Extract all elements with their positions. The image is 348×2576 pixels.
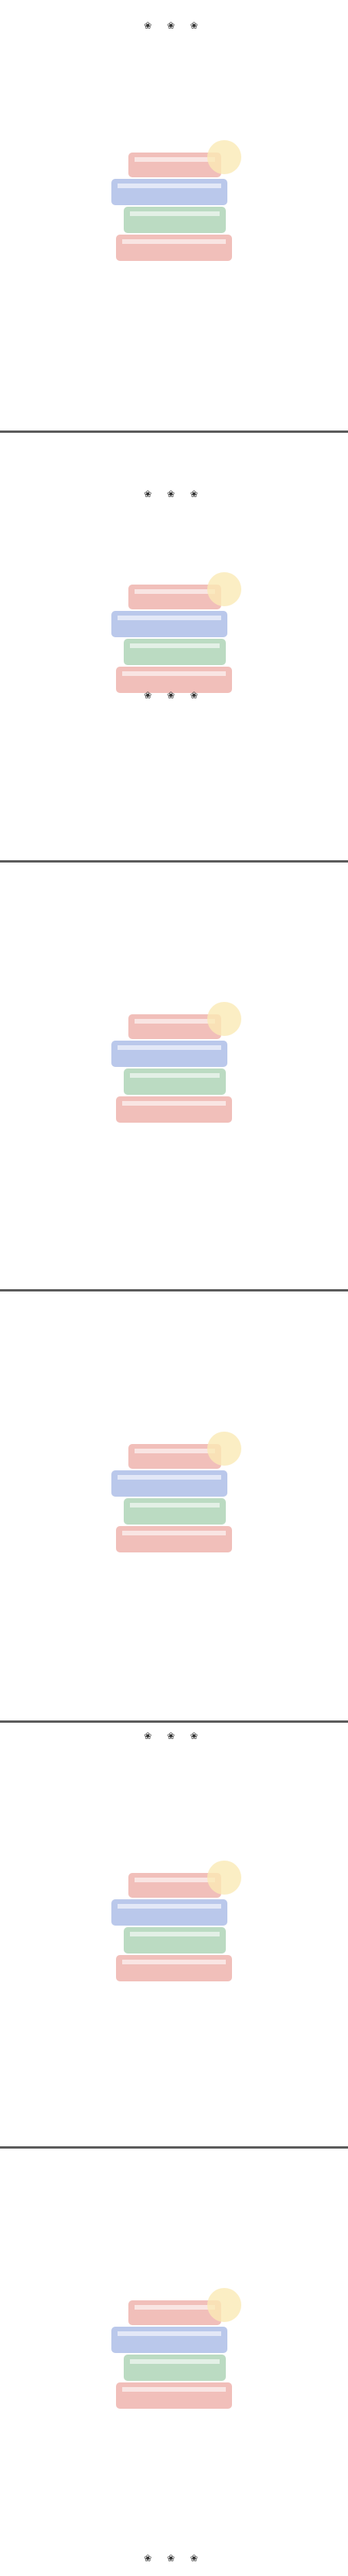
text-line <box>5 410 343 421</box>
text-line <box>5 781 343 792</box>
text-line <box>5 1106 343 1117</box>
text-line <box>5 1671 343 1682</box>
text-line <box>5 1410 343 1421</box>
scan-page-6 <box>0 2149 348 2576</box>
text-line <box>5 1023 343 1034</box>
text-line <box>5 887 343 897</box>
text-line <box>5 2288 343 2299</box>
text-line <box>5 1137 343 1148</box>
text-line <box>5 1619 343 1630</box>
text-line <box>5 928 343 939</box>
text-line <box>5 1462 343 1473</box>
text-line <box>5 1452 343 1463</box>
text-column <box>5 866 343 1284</box>
text-line <box>5 760 343 771</box>
text-line <box>5 1566 343 1577</box>
text-line <box>5 1054 343 1065</box>
text-line <box>5 1758 343 1768</box>
text-line <box>5 243 343 254</box>
text-line <box>5 2340 343 2351</box>
text-line <box>5 2235 343 2246</box>
text-line <box>5 295 343 306</box>
text-line <box>5 1535 343 1546</box>
text-line <box>5 2267 343 2278</box>
text-line <box>5 1514 343 1525</box>
text-line <box>5 1274 343 1285</box>
text-column <box>5 1726 343 2144</box>
text-line <box>5 1556 343 1567</box>
text-line <box>5 436 343 447</box>
text-line <box>5 2528 343 2539</box>
text-line <box>5 1862 343 1873</box>
text-line <box>5 369 343 379</box>
text-line <box>5 139 343 149</box>
text-line <box>5 159 343 170</box>
text-line <box>5 1242 343 1253</box>
text-line <box>5 86 343 97</box>
text-line <box>5 1086 343 1096</box>
text-line <box>5 2008 343 2019</box>
page-separator <box>0 2146 348 2149</box>
text-line <box>5 1640 343 1651</box>
text-line <box>5 645 343 656</box>
text-line <box>5 1820 343 1831</box>
text-line <box>5 582 343 593</box>
text-line <box>5 76 343 87</box>
text-line <box>5 1389 343 1400</box>
text-line <box>5 593 343 604</box>
text-line <box>5 2382 343 2392</box>
page-separator <box>0 860 348 863</box>
text-line <box>5 960 343 971</box>
text-line <box>5 457 343 468</box>
text-line <box>5 770 343 781</box>
text-line <box>5 2476 343 2487</box>
text-line <box>5 739 343 750</box>
text-line <box>5 478 343 489</box>
text-line <box>5 2330 343 2341</box>
text-line <box>5 2246 343 2257</box>
text-line <box>5 844 343 855</box>
text-line <box>5 1441 343 1452</box>
text-line <box>5 719 343 729</box>
text-line <box>5 614 343 625</box>
text-line <box>5 520 343 530</box>
section-ornament: ❀ ❀ ❀ <box>144 20 204 31</box>
text-line <box>5 812 343 823</box>
text-line <box>5 1179 343 1190</box>
text-line <box>5 2309 343 2320</box>
text-line <box>5 823 343 834</box>
text-line <box>5 991 343 1002</box>
text-line <box>5 1431 343 1442</box>
text-line <box>5 316 343 327</box>
text-line <box>5 1169 343 1180</box>
text-line <box>5 149 343 159</box>
text-line <box>5 802 343 813</box>
text-line <box>5 337 343 348</box>
text-line <box>5 918 343 929</box>
text-line <box>5 791 343 802</box>
text-line <box>5 34 343 45</box>
text-line <box>5 2403 343 2413</box>
text-line <box>5 128 343 139</box>
text-line <box>5 379 343 389</box>
text-line <box>5 1598 343 1609</box>
text-line <box>5 2081 343 2092</box>
text-line <box>5 1799 343 1810</box>
text-line <box>5 2319 343 2330</box>
text-line <box>5 1420 343 1431</box>
section-ornament: ❀ ❀ ❀ <box>144 2553 204 2564</box>
text-line <box>5 2050 343 2061</box>
text-line <box>5 468 343 478</box>
text-line <box>5 285 343 296</box>
text-line <box>5 1347 343 1358</box>
section-ornament: ❀ ❀ ❀ <box>144 489 204 499</box>
text-line <box>5 1232 343 1243</box>
text-line <box>5 1545 343 1556</box>
text-line <box>5 1211 343 1222</box>
text-line <box>5 2497 343 2508</box>
text-line <box>5 2455 343 2466</box>
text-line <box>5 211 343 222</box>
scan-page-4 <box>0 1292 348 1721</box>
text-line <box>5 1956 343 1967</box>
text-line <box>5 1473 343 1484</box>
text-line <box>5 1841 343 1852</box>
text-line <box>5 2019 343 2029</box>
text-line <box>5 1747 343 1758</box>
text-column <box>5 2152 343 2570</box>
text-line <box>5 1033 343 1044</box>
text-line <box>5 2123 343 2134</box>
text-line <box>5 572 343 583</box>
text-line <box>5 118 343 129</box>
text-line <box>5 1925 343 1936</box>
text-line <box>5 708 343 719</box>
text-line <box>5 1851 343 1862</box>
text-line <box>5 2194 343 2204</box>
text-line <box>5 1935 343 1946</box>
text-line <box>5 2 343 13</box>
text-line <box>5 666 343 677</box>
text-line <box>5 656 343 667</box>
text-line <box>5 2102 343 2113</box>
text-line <box>5 1378 343 1389</box>
text-line <box>5 2465 343 2476</box>
text-line <box>5 327 343 338</box>
text-line <box>5 1977 343 1988</box>
text-line <box>5 2444 343 2455</box>
text-line <box>5 2060 343 2071</box>
scan-page-3 <box>0 863 348 1290</box>
text-line <box>5 551 343 562</box>
page-separator <box>0 430 348 433</box>
text-line <box>5 729 343 739</box>
text-line <box>5 1703 343 1713</box>
text-line <box>5 1483 343 1494</box>
section-ornament: ❀ ❀ ❀ <box>144 690 204 701</box>
text-line <box>5 749 343 760</box>
text-line <box>5 1127 343 1138</box>
text-line <box>5 190 343 201</box>
text-line <box>5 2423 343 2434</box>
text-line <box>5 358 343 369</box>
text-line <box>5 1608 343 1619</box>
text-line <box>5 530 343 541</box>
text-line <box>5 1692 343 1703</box>
text-line <box>5 1116 343 1127</box>
text-line <box>5 2071 343 2082</box>
text-line <box>5 561 343 572</box>
text-line <box>5 1883 343 1894</box>
text-line <box>5 2298 343 2309</box>
text-line <box>5 232 343 243</box>
text-line <box>5 2518 343 2529</box>
text-line <box>5 1096 343 1106</box>
section-ornament: ❀ ❀ ❀ <box>144 1730 204 1741</box>
text-line <box>5 2413 343 2424</box>
text-line <box>5 1494 343 1504</box>
text-line <box>5 1075 343 1086</box>
text-line <box>5 949 343 960</box>
text-line <box>5 1967 343 1977</box>
text-line <box>5 2214 343 2225</box>
text-line <box>5 2225 343 2236</box>
text-line <box>5 1504 343 1514</box>
text-line <box>5 981 343 992</box>
text-line <box>5 264 343 275</box>
text-line <box>5 1065 343 1075</box>
text-line <box>5 677 343 688</box>
text-line <box>5 939 343 950</box>
text-line <box>5 1326 343 1337</box>
text-line <box>5 2029 343 2040</box>
text-line <box>5 2163 343 2173</box>
text-line <box>5 1988 343 1998</box>
text-line <box>5 2256 343 2267</box>
text-line <box>5 2134 343 2145</box>
text-line <box>5 107 343 118</box>
text-line <box>5 1893 343 1904</box>
text-line <box>5 897 343 908</box>
text-line <box>5 180 343 191</box>
text-line <box>5 1200 343 1211</box>
text-line <box>5 833 343 844</box>
text-line <box>5 170 343 180</box>
text-line <box>5 1577 343 1588</box>
text-line <box>5 389 343 400</box>
text-line <box>5 222 343 233</box>
text-line <box>5 1682 343 1693</box>
text-line <box>5 2372 343 2382</box>
text-line <box>5 876 343 887</box>
text-line <box>5 2173 343 2183</box>
text-line <box>5 1368 343 1379</box>
scan-page-5 <box>0 1724 348 2147</box>
text-line <box>5 1779 343 1789</box>
text-line <box>5 55 343 66</box>
text-line <box>5 306 343 317</box>
text-line <box>5 1336 343 1347</box>
text-line <box>5 1914 343 1925</box>
text-column <box>5 1295 343 1713</box>
text-line <box>5 499 343 509</box>
text-line <box>5 201 343 212</box>
text-line <box>5 1872 343 1883</box>
text-line <box>5 1295 343 1305</box>
text-line <box>5 1789 343 1799</box>
text-line <box>5 1399 343 1410</box>
text-line <box>5 253 343 264</box>
text-line <box>5 1357 343 1368</box>
text-line <box>5 1946 343 1957</box>
text-line <box>5 1221 343 1232</box>
text-line <box>5 624 343 635</box>
text-line <box>5 2539 343 2550</box>
text-line <box>5 1002 343 1013</box>
page-separator <box>0 1289 348 1291</box>
text-line <box>5 866 343 876</box>
text-line <box>5 509 343 520</box>
text-column <box>5 2 343 420</box>
text-line <box>5 97 343 108</box>
text-line <box>5 44 343 55</box>
text-line <box>5 2392 343 2403</box>
text-line <box>5 907 343 918</box>
text-line <box>5 348 343 358</box>
text-line <box>5 1998 343 2008</box>
text-line <box>5 1587 343 1598</box>
text-line <box>5 1661 343 1672</box>
scan-page-1 <box>0 0 348 430</box>
text-line <box>5 447 343 458</box>
text-line <box>5 65 343 76</box>
text-line <box>5 2434 343 2445</box>
text-line <box>5 1263 343 1274</box>
text-line <box>5 2277 343 2288</box>
text-line <box>5 2039 343 2050</box>
text-line <box>5 1650 343 1661</box>
text-line <box>5 603 343 614</box>
text-line <box>5 2361 343 2372</box>
text-line <box>5 1629 343 1640</box>
text-line <box>5 2183 343 2194</box>
text-line <box>5 2152 343 2163</box>
text-line <box>5 1158 343 1169</box>
text-line <box>5 2092 343 2103</box>
text-line <box>5 2113 343 2124</box>
text-line <box>5 1830 343 1841</box>
text-line <box>5 1190 343 1201</box>
text-line <box>5 1525 343 1535</box>
text-line <box>5 2507 343 2518</box>
page-separator <box>0 1720 348 1723</box>
text-line <box>5 1253 343 1264</box>
text-line <box>5 970 343 981</box>
text-line <box>5 2204 343 2215</box>
text-line <box>5 1148 343 1159</box>
text-line <box>5 1315 343 1326</box>
text-line <box>5 400 343 410</box>
text-line <box>5 274 343 285</box>
text-line <box>5 1768 343 1779</box>
text-line <box>5 635 343 646</box>
text-line <box>5 1044 343 1055</box>
text-line <box>5 540 343 551</box>
text-line <box>5 2486 343 2497</box>
text-line <box>5 1809 343 1820</box>
text-line <box>5 2351 343 2362</box>
text-line <box>5 1305 343 1316</box>
text-line <box>5 1012 343 1023</box>
text-line <box>5 1904 343 1915</box>
